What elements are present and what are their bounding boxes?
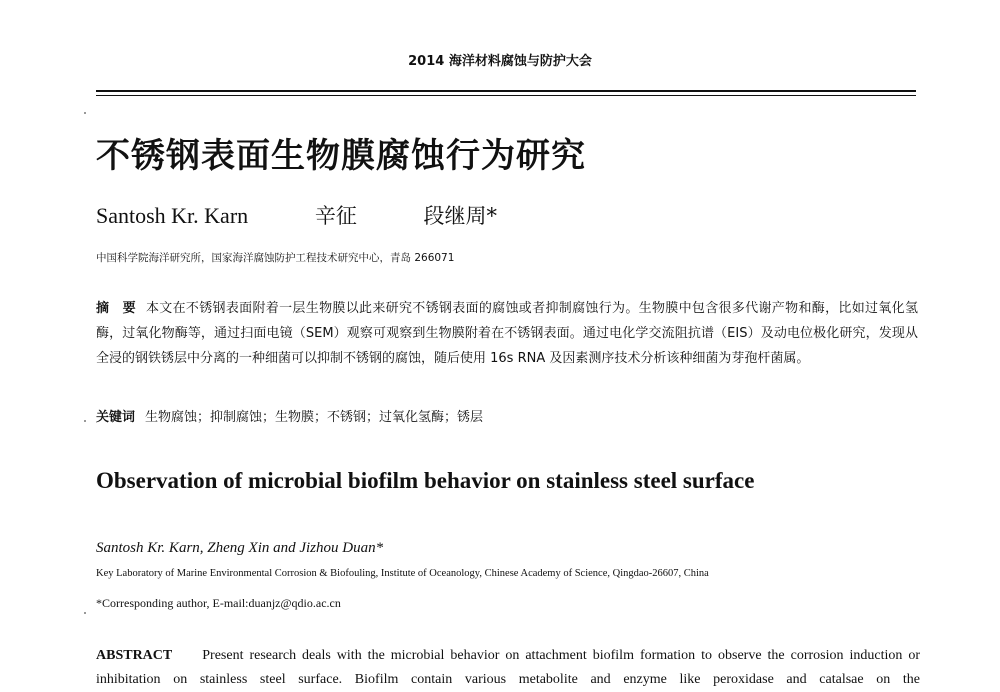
author-xin: 辛征 (314, 204, 357, 228)
abstract-text-english: Present research deals with the microbial behavior on attachment biofilm formation to observe the corrosion induction or inhibitation on stainless steel surface. Biofilm contain various metabolite and enzyme like peroxidase and catalsae on the (96, 648, 920, 687)
title-english: Observation of microbial biofilm behavior on stainless steel surface (96, 468, 755, 493)
author-duan: 段继周* (423, 204, 498, 228)
keywords-text: 生物腐蚀；抑制腐蚀；生物膜；不锈钢；过氧化氢酶；锈层 (145, 410, 484, 425)
header-rule-thin (96, 95, 916, 96)
author-karn: Santosh Kr. Karn (96, 203, 249, 228)
header-rule-thick (96, 90, 916, 92)
scan-mark (84, 420, 86, 422)
corresponding-author: *Corresponding author, E-mail:duanjz@qdio.ac.cn (96, 596, 341, 610)
abstract-text-chinese: 本文在不锈钢表面附着一层生物膜以此来研究不锈钢表面的腐蚀或者抑制腐蚀行为。生物膜中包含很多代谢产物和酶，比如过氧化氢酶，过氧化物酶等，通过扫面电镜（SEM）观察可观察到生物膜附着在不锈钢表面。通过电化学交流阻抗谱（EIS）及动电位极化研究，发现从全浸的钢铁锈层中分离的一种细菌可以抑制不锈钢的腐蚀，随后使用 16s RNA 及因素测序技术分析该种细菌为芽孢杆菌属。 (96, 301, 918, 366)
title-chinese: 不锈钢表面生物膜腐蚀行为研究 (96, 136, 586, 176)
conference-header: 2014 海洋材料腐蚀与防护大会 (408, 54, 592, 69)
scan-mark (84, 612, 86, 614)
abstract-chinese (96, 296, 918, 371)
abstract-label-english: ABSTRACT (96, 648, 173, 663)
abstract-label-chinese: 摘 要 (96, 301, 136, 316)
keywords-label: 关键词 (96, 410, 136, 425)
keywords-chinese (96, 406, 483, 425)
affiliation-english: Key Laboratory of Marine Environmental Corrosion & Biofouling, Institute of Oceanology, Chinese Academy of Science, Qingdao-26607, China (96, 568, 709, 579)
authors-english: Santosh Kr. Karn, Zheng Xin and Jizhou Duan* (96, 540, 384, 556)
authors-chinese (96, 200, 497, 230)
abstract-english (96, 644, 920, 692)
affiliation-chinese: 中国科学院海洋研究所，国家海洋腐蚀防护工程技术研究中心，青岛 266071 (96, 252, 455, 264)
scan-mark (84, 112, 86, 114)
